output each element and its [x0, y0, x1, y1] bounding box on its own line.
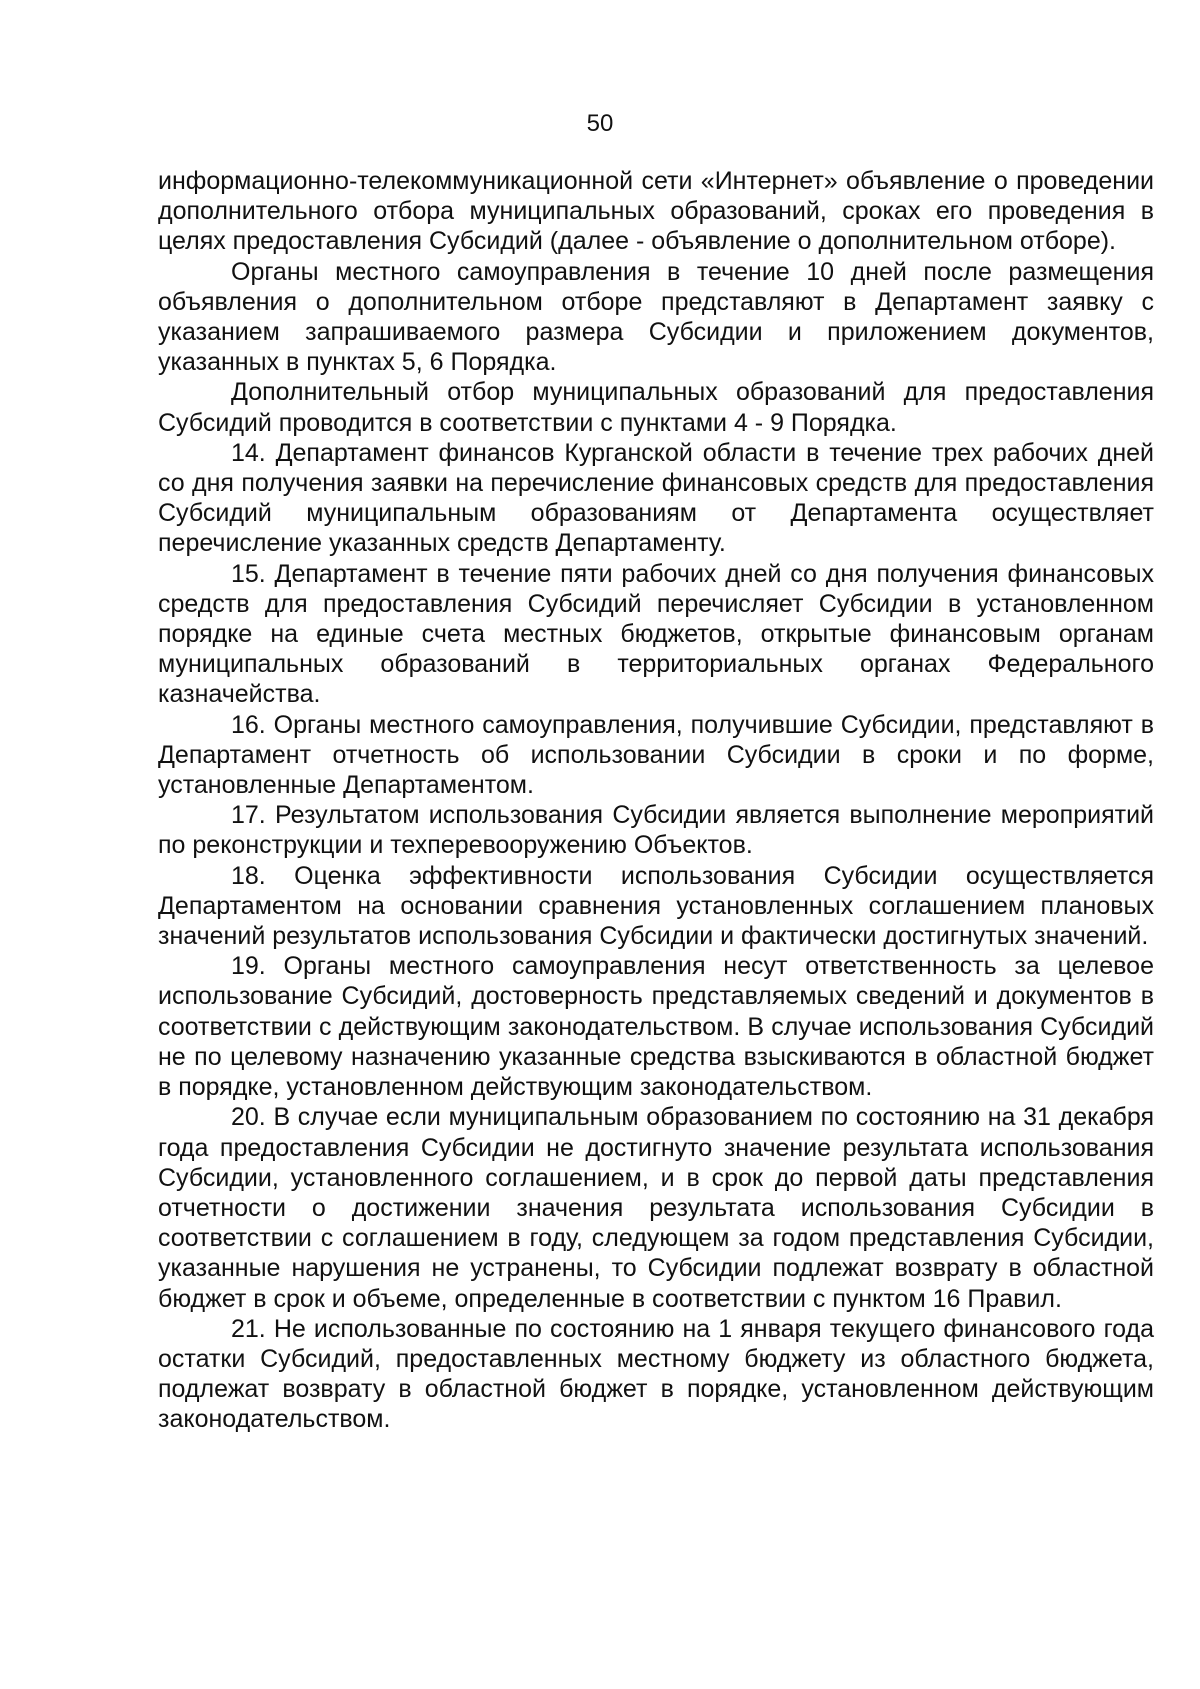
paragraph-item-21: 21. Не использованные по состоянию на 1 января текущего финансового года остатки Субсидий, предоставленных местному бюджету из областного бюджета, подлежат возврату в областной бюджет в порядке, установленном действующим законодательством.: [158, 1314, 1154, 1434]
paragraph-item-20: 20. В случае если муниципальным образованием по состоянию на 31 декабря года предоставления Субсидии не достигнуто значение результата использования Субсидии, установленного соглашением, и в срок до первой даты представления отчетности о достижении значения результата использования Субсидии в соответствии с соглашением в году, следующем за годом представления Субсидии, указанные нарушения не устранены, то Субсидии подлежат возврату в областной бюджет в срок и объеме, определенные в соответствии с пунктом 16 Правил.: [158, 1103, 1154, 1313]
paragraph-item-16: 16. Органы местного самоуправления, получившие Субсидии, представляют в Департамент отчетность об использовании Субсидии в сроки и по форме, установленные Департаментом.: [158, 710, 1154, 800]
page-number: 50: [586, 110, 614, 137]
paragraph-item-14: 14. Департамент финансов Курганской области в течение трех рабочих дней со дня получения заявки на перечисление финансовых средств для предоставления Субсидий муниципальным образованиям от Департамента осуществляет перечисление указанных средств Департаменту.: [158, 438, 1154, 558]
document-body: [158, 166, 1154, 1435]
paragraph: Органы местного самоуправления в течение 10 дней после размещения объявления о дополнительном отборе представляют в Департамент заявку с указанием запрашиваемого размера Субсидии и приложением документов, указанных в пунктах 5, 6 Порядка.: [158, 257, 1154, 377]
paragraph-item-18: 18. Оценка эффективности использования Субсидии осуществляется Департаментом на основании сравнения установленных соглашением плановых значений результатов использования Субсидии и фактически достигнутых значений.: [158, 861, 1154, 951]
paragraph-item-15: 15. Департамент в течение пяти рабочих дней со дня получения финансовых средств для предоставления Субсидий перечисляет Субсидии в установленном порядке на единые счета местных бюджетов, открытые финансовым органам муниципальных образований в территориальных органах Федерального казначейства.: [158, 559, 1154, 709]
paragraph: Дополнительный отбор муниципальных образований для предоставления Субсидий проводится в соответствии с пунктами 4 - 9 Порядка.: [158, 378, 1154, 437]
paragraph-continuation: информационно-телекоммуникационной сети «Интернет» объявление о проведении дополнительного отбора муниципальных образований, сроках его проведения в целях предоставления Субсидий (далее - объявление о дополнительном отборе).: [158, 167, 1154, 256]
paragraph-item-17: 17. Результатом использования Субсидии является выполнение мероприятий по реконструкции и техперевооружению Объектов.: [158, 801, 1154, 860]
paragraph-item-19: 19. Органы местного самоуправления несут ответственность за целевое использование Субсидий, достоверность представляемых сведений и документов в соответствии с действующим законодательством. В случае использования Субсидий не по целевому назначению указанные средства взыскиваются в областной бюджет в порядке, установленном действующим законодательством.: [158, 952, 1154, 1102]
